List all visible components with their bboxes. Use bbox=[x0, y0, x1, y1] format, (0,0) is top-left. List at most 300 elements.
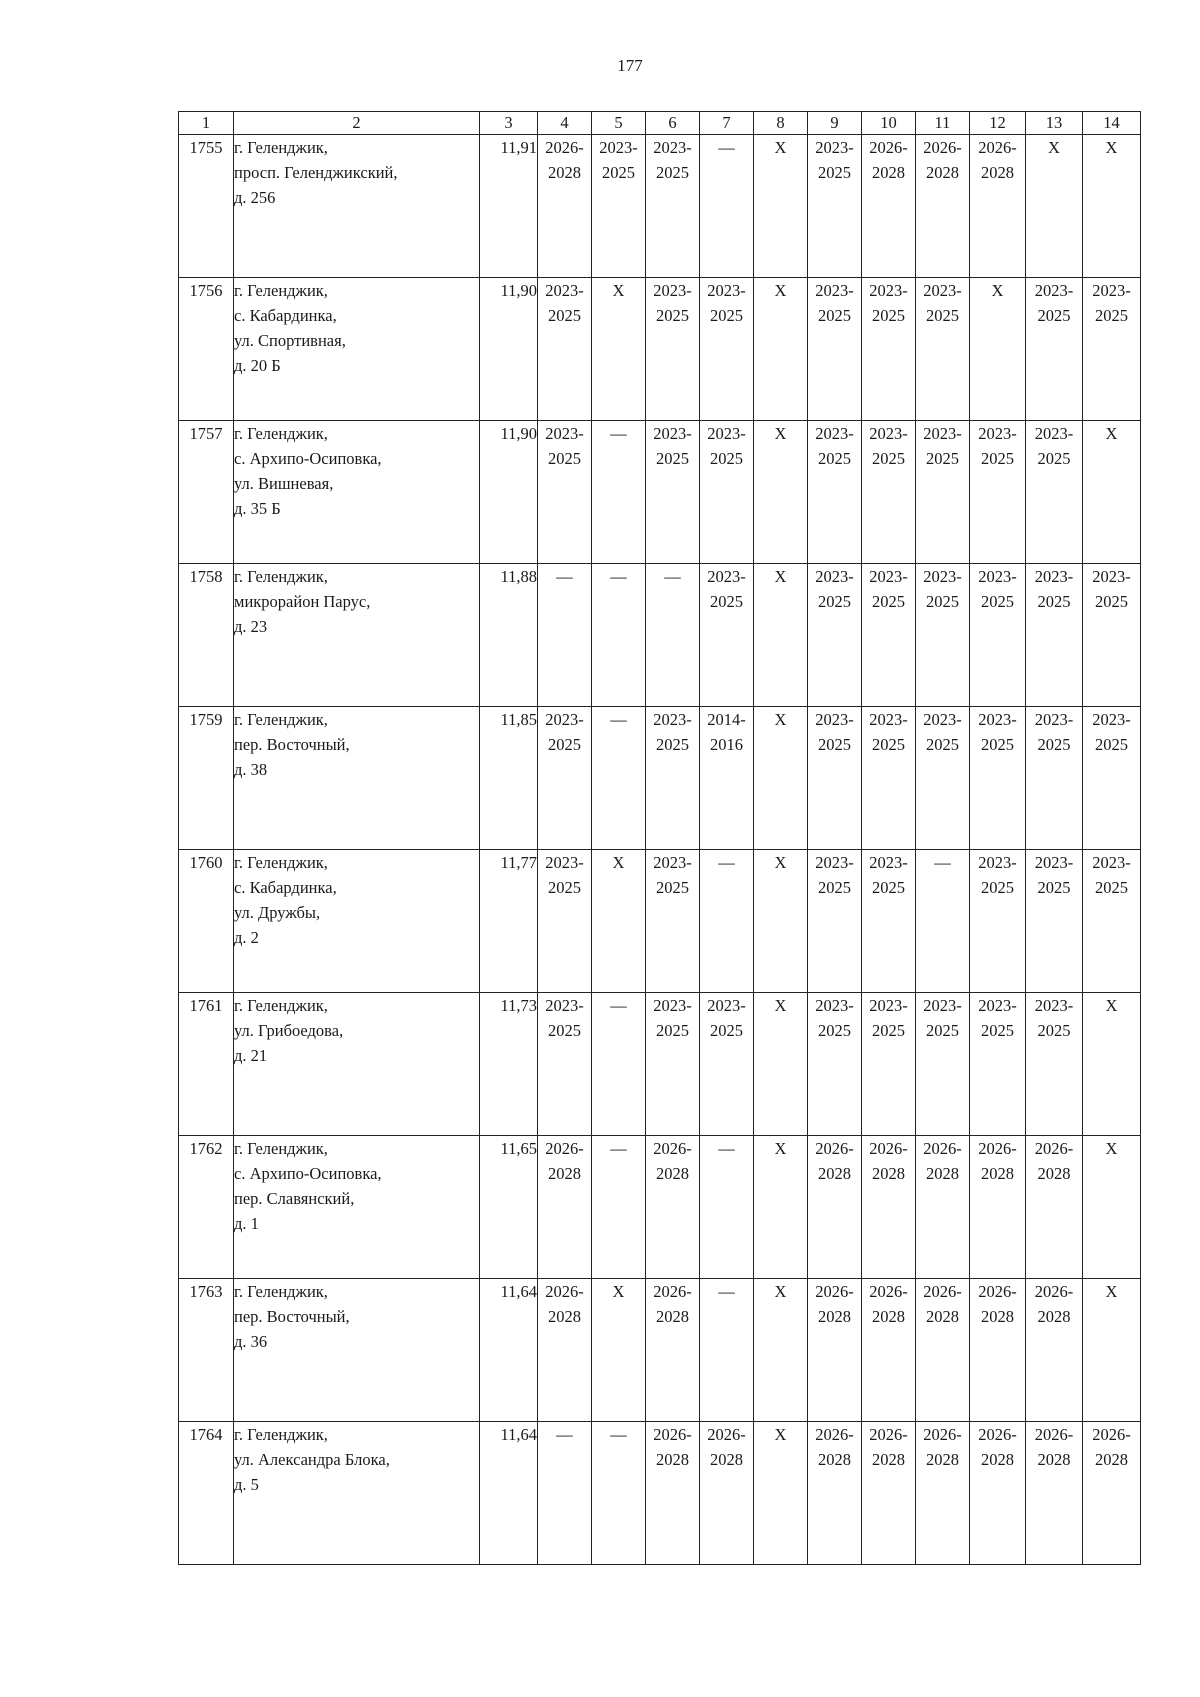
cell-text: 2025 bbox=[818, 306, 851, 325]
row-number: 1761 bbox=[179, 993, 234, 1136]
cell-text: 2025 bbox=[872, 878, 905, 897]
address-line: д. 5 bbox=[234, 1475, 259, 1494]
address-cell bbox=[234, 707, 480, 850]
period-cell-col-13 bbox=[1026, 278, 1083, 421]
cell-text: 2028 bbox=[818, 1164, 851, 1183]
address-line: д. 256 bbox=[234, 188, 276, 207]
period-cell-col-7 bbox=[700, 850, 754, 993]
cell-text: 2023- bbox=[707, 996, 746, 1015]
column-header-12: 12 bbox=[970, 112, 1026, 135]
period-cell-col-8 bbox=[754, 564, 808, 707]
period-cell-col-9 bbox=[808, 1279, 862, 1422]
cell-text: 2026- bbox=[923, 1282, 962, 1301]
cell-text: 2023- bbox=[978, 710, 1017, 729]
cell-text: 2023- bbox=[978, 567, 1017, 586]
cell-text: 2028 bbox=[926, 1450, 959, 1469]
period-cell-col-11 bbox=[916, 135, 970, 278]
value-cell: 11,65 bbox=[480, 1136, 538, 1279]
period-cell-col-14 bbox=[1083, 993, 1141, 1136]
cell-text: 2025 bbox=[548, 735, 581, 754]
column-header-10: 10 bbox=[862, 112, 916, 135]
cell-text: 2023- bbox=[923, 424, 962, 443]
column-header-2: 2 bbox=[234, 112, 480, 135]
column-header-14: 14 bbox=[1083, 112, 1141, 135]
cell-text: 2028 bbox=[1037, 1164, 1071, 1183]
period-cell-col-7 bbox=[700, 993, 754, 1136]
address-line: микрорайон Парус, bbox=[234, 592, 371, 611]
table-body bbox=[179, 135, 1141, 1565]
period-cell-col-7 bbox=[700, 1136, 754, 1279]
cell-text: 2023- bbox=[545, 996, 584, 1015]
period-cell-col-10 bbox=[862, 1422, 916, 1565]
period-cell-col-14 bbox=[1083, 1422, 1141, 1565]
column-header-1: 1 bbox=[179, 112, 234, 135]
table-row bbox=[179, 135, 1141, 278]
period-cell-col-14 bbox=[1083, 850, 1141, 993]
cell-text: 2023- bbox=[599, 138, 638, 157]
period-cell-col-5 bbox=[592, 850, 646, 993]
cell-text: 2026- bbox=[978, 1425, 1017, 1444]
period-cell-col-13 bbox=[1026, 1136, 1083, 1279]
cell-text: 2023- bbox=[923, 996, 962, 1015]
period-cell-col-10 bbox=[862, 1279, 916, 1422]
period-cell-col-6 bbox=[646, 850, 700, 993]
address-line: д. 20 Б bbox=[234, 356, 281, 375]
period-cell-col-8 bbox=[754, 278, 808, 421]
cell-text: 2026- bbox=[815, 1139, 854, 1158]
cell-text: Х bbox=[774, 424, 787, 443]
period-cell-col-10 bbox=[862, 278, 916, 421]
address-line: ул. Спортивная, bbox=[234, 331, 346, 350]
period-cell-col-6 bbox=[646, 564, 700, 707]
cell-text: 2025 bbox=[872, 1021, 905, 1040]
period-cell-col-10 bbox=[862, 1136, 916, 1279]
period-cell-col-11 bbox=[916, 1422, 970, 1565]
cell-text: 2026- bbox=[1034, 1282, 1074, 1301]
cell-text: 2023- bbox=[1092, 567, 1131, 586]
period-cell-col-5 bbox=[592, 278, 646, 421]
address-line: г. Геленджик, bbox=[234, 710, 328, 729]
cell-text: 2023- bbox=[1034, 424, 1074, 443]
period-cell-col-5 bbox=[592, 564, 646, 707]
value-cell: 11,85 bbox=[480, 707, 538, 850]
row-number: 1764 bbox=[179, 1422, 234, 1565]
column-header-11: 11 bbox=[916, 112, 970, 135]
cell-text: 2026- bbox=[653, 1425, 692, 1444]
address-line: д. 2 bbox=[234, 928, 259, 947]
cell-text: — bbox=[610, 1425, 627, 1444]
cell-text: 2025 bbox=[872, 306, 905, 325]
address-line: г. Геленджик, bbox=[234, 138, 328, 157]
value-cell: 11,64 bbox=[480, 1422, 538, 1565]
cell-text: 2026- bbox=[1034, 1139, 1074, 1158]
cell-text: 2023- bbox=[1092, 710, 1131, 729]
cell-text: 2026- bbox=[1092, 1425, 1131, 1444]
cell-text: 2023- bbox=[923, 281, 962, 300]
period-cell-col-9 bbox=[808, 421, 862, 564]
row-number: 1758 bbox=[179, 564, 234, 707]
period-cell-col-7 bbox=[700, 1422, 754, 1565]
cell-text: 2025 bbox=[872, 735, 905, 754]
period-cell-col-8 bbox=[754, 850, 808, 993]
cell-text: Х bbox=[1105, 424, 1118, 443]
period-cell-col-5 bbox=[592, 993, 646, 1136]
cell-text: 2026- bbox=[815, 1425, 854, 1444]
cell-text: 2023- bbox=[1092, 853, 1131, 872]
period-cell-col-5 bbox=[592, 1422, 646, 1565]
cell-text: 2023- bbox=[653, 424, 692, 443]
period-cell-col-11 bbox=[916, 707, 970, 850]
period-cell-col-8 bbox=[754, 1422, 808, 1565]
cell-text: 2026- bbox=[869, 1139, 908, 1158]
period-cell-col-13 bbox=[1026, 850, 1083, 993]
period-cell-col-10 bbox=[862, 564, 916, 707]
cell-text: 2028 bbox=[872, 1164, 905, 1183]
cell-text: 2026- bbox=[978, 1282, 1017, 1301]
cell-text: 2023- bbox=[978, 853, 1017, 872]
period-cell-col-12 bbox=[970, 1279, 1026, 1422]
cell-text: — bbox=[610, 1139, 627, 1158]
cell-text: 2025 bbox=[818, 449, 851, 468]
period-cell-col-12 bbox=[970, 993, 1026, 1136]
cell-text: 2025 bbox=[926, 306, 959, 325]
row-number: 1756 bbox=[179, 278, 234, 421]
cell-text: 2023- bbox=[978, 996, 1017, 1015]
address-line: с. Архипо-Осиповка, bbox=[234, 449, 382, 468]
cell-text: 2025 bbox=[1037, 592, 1071, 611]
period-cell-col-10 bbox=[862, 135, 916, 278]
cell-text: Х bbox=[1105, 138, 1118, 157]
value-cell: 11,90 bbox=[480, 278, 538, 421]
cell-text: — bbox=[556, 567, 573, 586]
period-cell-col-14 bbox=[1083, 564, 1141, 707]
cell-text: 2023- bbox=[923, 567, 962, 586]
cell-text: 2025 bbox=[1095, 592, 1128, 611]
cell-text: — bbox=[610, 424, 627, 443]
cell-text: 2028 bbox=[872, 1450, 905, 1469]
table-row bbox=[179, 1279, 1141, 1422]
cell-text: 2025 bbox=[656, 878, 689, 897]
value-cell: 11,90 bbox=[480, 421, 538, 564]
address-line: д. 23 bbox=[234, 617, 268, 636]
cell-text: 2026- bbox=[545, 1139, 584, 1158]
cell-text: 2023- bbox=[1034, 710, 1074, 729]
cell-text: 2025 bbox=[926, 1021, 959, 1040]
cell-text: 2028 bbox=[872, 163, 905, 182]
value-cell: 11,91 bbox=[480, 135, 538, 278]
cell-text: Х bbox=[774, 281, 787, 300]
period-cell-col-7 bbox=[700, 1279, 754, 1422]
cell-text: 2028 bbox=[926, 1164, 959, 1183]
address-line: г. Геленджик, bbox=[234, 281, 328, 300]
cell-text: 2023- bbox=[707, 424, 746, 443]
table-header bbox=[179, 112, 1141, 135]
period-cell-col-10 bbox=[862, 421, 916, 564]
address-line: г. Геленджик, bbox=[234, 996, 328, 1015]
period-cell-col-14 bbox=[1083, 421, 1141, 564]
address-cell bbox=[234, 850, 480, 993]
cell-text: Х bbox=[774, 1139, 787, 1158]
address-cell bbox=[234, 993, 480, 1136]
period-cell-col-5 bbox=[592, 1136, 646, 1279]
cell-text: 2023- bbox=[1092, 281, 1131, 300]
registry-table bbox=[178, 111, 1141, 1565]
address-line: с. Кабардинка, bbox=[234, 878, 337, 897]
period-cell-col-4 bbox=[538, 564, 592, 707]
address-cell bbox=[234, 278, 480, 421]
period-cell-col-6 bbox=[646, 135, 700, 278]
cell-text: 2025 bbox=[981, 878, 1014, 897]
column-header-9: 9 bbox=[808, 112, 862, 135]
cell-text: 2028 bbox=[981, 1450, 1014, 1469]
period-cell-col-5 bbox=[592, 1279, 646, 1422]
address-line: д. 36 bbox=[234, 1332, 268, 1351]
cell-text: 2023- bbox=[815, 996, 854, 1015]
address-cell bbox=[234, 1136, 480, 1279]
row-number: 1763 bbox=[179, 1279, 234, 1422]
period-cell-col-13 bbox=[1026, 1422, 1083, 1565]
cell-text: 2026- bbox=[653, 1282, 692, 1301]
cell-text: 2025 bbox=[1095, 878, 1128, 897]
period-cell-col-9 bbox=[808, 564, 862, 707]
period-cell-col-14 bbox=[1083, 135, 1141, 278]
cell-text: 2026- bbox=[869, 138, 908, 157]
period-cell-col-13 bbox=[1026, 135, 1083, 278]
cell-text: 2025 bbox=[872, 449, 905, 468]
period-cell-col-5 bbox=[592, 707, 646, 850]
row-number: 1760 bbox=[179, 850, 234, 993]
period-cell-col-5 bbox=[592, 135, 646, 278]
cell-text: 2023- bbox=[869, 567, 908, 586]
row-number: 1755 bbox=[179, 135, 234, 278]
period-cell-col-9 bbox=[808, 993, 862, 1136]
table-row bbox=[179, 421, 1141, 564]
period-cell-col-14 bbox=[1083, 278, 1141, 421]
cell-text: 2028 bbox=[818, 1307, 851, 1326]
address-line: г. Геленджик, bbox=[234, 853, 328, 872]
cell-text: 2025 bbox=[926, 592, 959, 611]
period-cell-col-13 bbox=[1026, 564, 1083, 707]
cell-text: Х bbox=[774, 853, 787, 872]
period-cell-col-6 bbox=[646, 993, 700, 1136]
table-row bbox=[179, 278, 1141, 421]
cell-text: — bbox=[610, 567, 627, 586]
cell-text: 2026- bbox=[707, 1425, 746, 1444]
period-cell-col-6 bbox=[646, 707, 700, 850]
period-cell-col-12 bbox=[970, 1136, 1026, 1279]
cell-text: 2023- bbox=[869, 996, 908, 1015]
cell-text: 2028 bbox=[1095, 1450, 1128, 1469]
cell-text: — bbox=[718, 853, 735, 872]
period-cell-col-6 bbox=[646, 1422, 700, 1565]
cell-text: Х bbox=[1105, 1282, 1118, 1301]
cell-text: 2023- bbox=[869, 281, 908, 300]
address-line: с. Кабардинка, bbox=[234, 306, 337, 325]
column-header-4: 4 bbox=[538, 112, 592, 135]
cell-text: 2028 bbox=[872, 1307, 905, 1326]
cell-text: 2028 bbox=[656, 1450, 689, 1469]
period-cell-col-8 bbox=[754, 421, 808, 564]
table-row bbox=[179, 850, 1141, 993]
cell-text: Х bbox=[1105, 1139, 1118, 1158]
address-line: г. Геленджик, bbox=[234, 424, 328, 443]
cell-text: 2025 bbox=[710, 592, 743, 611]
cell-text: Х bbox=[1105, 996, 1118, 1015]
cell-text: 2028 bbox=[1037, 1307, 1071, 1326]
period-cell-col-10 bbox=[862, 993, 916, 1136]
cell-text: 2025 bbox=[1095, 306, 1128, 325]
period-cell-col-8 bbox=[754, 1279, 808, 1422]
address-cell bbox=[234, 421, 480, 564]
row-number: 1757 bbox=[179, 421, 234, 564]
cell-text: 2028 bbox=[981, 1164, 1014, 1183]
cell-text: 2023- bbox=[1034, 281, 1074, 300]
address-line: д. 35 Б bbox=[234, 499, 281, 518]
cell-text: Х bbox=[774, 567, 787, 586]
period-cell-col-11 bbox=[916, 1279, 970, 1422]
period-cell-col-10 bbox=[862, 850, 916, 993]
cell-text: 2025 bbox=[1037, 1021, 1071, 1040]
cell-text: 2026- bbox=[545, 1282, 584, 1301]
cell-text: — bbox=[718, 1282, 735, 1301]
period-cell-col-13 bbox=[1026, 421, 1083, 564]
cell-text: — bbox=[556, 1425, 573, 1444]
cell-text: 2025 bbox=[1095, 735, 1128, 754]
column-header-3: 3 bbox=[480, 112, 538, 135]
address-line: пер. Славянский, bbox=[234, 1189, 355, 1208]
address-cell bbox=[234, 1422, 480, 1565]
period-cell-col-12 bbox=[970, 135, 1026, 278]
address-cell bbox=[234, 564, 480, 707]
cell-text: Х bbox=[774, 138, 787, 157]
cell-text: Х bbox=[612, 281, 625, 300]
cell-text: 2025 bbox=[656, 163, 689, 182]
period-cell-col-12 bbox=[970, 421, 1026, 564]
cell-text: 2028 bbox=[656, 1164, 689, 1183]
period-cell-col-14 bbox=[1083, 1279, 1141, 1422]
cell-text: Х bbox=[774, 1425, 787, 1444]
cell-text: 2028 bbox=[656, 1307, 689, 1326]
cell-text: 2023- bbox=[653, 281, 692, 300]
row-number: 1762 bbox=[179, 1136, 234, 1279]
address-line: д. 21 bbox=[234, 1046, 268, 1065]
cell-text: 2026- bbox=[653, 1139, 692, 1158]
cell-text: 2025 bbox=[926, 449, 959, 468]
cell-text: 2026- bbox=[978, 138, 1017, 157]
cell-text: 2023- bbox=[1034, 567, 1074, 586]
cell-text: 2023- bbox=[815, 853, 854, 872]
cell-text: 2028 bbox=[981, 1307, 1014, 1326]
cell-text: 2023- bbox=[545, 281, 584, 300]
period-cell-col-9 bbox=[808, 1136, 862, 1279]
cell-text: 2023- bbox=[545, 853, 584, 872]
period-cell-col-11 bbox=[916, 278, 970, 421]
cell-text: 2025 bbox=[1037, 449, 1071, 468]
period-cell-col-4 bbox=[538, 707, 592, 850]
cell-text: 2025 bbox=[872, 592, 905, 611]
table-row bbox=[179, 564, 1141, 707]
cell-text: 2025 bbox=[656, 1021, 689, 1040]
cell-text: 2026- bbox=[869, 1425, 908, 1444]
cell-text: 2014- bbox=[707, 710, 746, 729]
cell-text: 2023- bbox=[1034, 996, 1074, 1015]
period-cell-col-13 bbox=[1026, 707, 1083, 850]
cell-text: 2025 bbox=[818, 1021, 851, 1040]
cell-text: 2025 bbox=[1037, 735, 1071, 754]
period-cell-col-4 bbox=[538, 1136, 592, 1279]
cell-text: — bbox=[664, 567, 681, 586]
period-cell-col-11 bbox=[916, 993, 970, 1136]
cell-text: 2025 bbox=[818, 592, 851, 611]
period-cell-col-6 bbox=[646, 1279, 700, 1422]
period-cell-col-8 bbox=[754, 707, 808, 850]
address-line: пер. Восточный, bbox=[234, 1307, 350, 1326]
address-line: ул. Вишневая, bbox=[234, 474, 334, 493]
cell-text: 2023- bbox=[653, 138, 692, 157]
column-header-13: 13 bbox=[1026, 112, 1083, 135]
cell-text: 2026- bbox=[923, 138, 962, 157]
period-cell-col-14 bbox=[1083, 707, 1141, 850]
period-cell-col-4 bbox=[538, 850, 592, 993]
address-cell bbox=[234, 1279, 480, 1422]
cell-text: Х bbox=[774, 1282, 787, 1301]
period-cell-col-11 bbox=[916, 1136, 970, 1279]
period-cell-col-8 bbox=[754, 993, 808, 1136]
table-row bbox=[179, 1422, 1141, 1565]
address-line: пер. Восточный, bbox=[234, 735, 350, 754]
cell-text: 2023- bbox=[923, 710, 962, 729]
period-cell-col-6 bbox=[646, 1136, 700, 1279]
value-cell: 11,77 bbox=[480, 850, 538, 993]
cell-text: 2025 bbox=[548, 306, 581, 325]
cell-text: 2025 bbox=[548, 449, 581, 468]
cell-text: 2025 bbox=[656, 449, 689, 468]
cell-text: — bbox=[610, 996, 627, 1015]
period-cell-col-4 bbox=[538, 993, 592, 1136]
cell-text: 2023- bbox=[869, 424, 908, 443]
period-cell-col-7 bbox=[700, 421, 754, 564]
period-cell-col-4 bbox=[538, 421, 592, 564]
cell-text: 2025 bbox=[1037, 306, 1071, 325]
cell-text: 2023- bbox=[1034, 853, 1074, 872]
cell-text: 2023- bbox=[707, 567, 746, 586]
cell-text: Х bbox=[612, 853, 625, 872]
column-header-6: 6 bbox=[646, 112, 700, 135]
value-cell: 11,64 bbox=[480, 1279, 538, 1422]
address-line: ул. Дружбы, bbox=[234, 903, 321, 922]
period-cell-col-11 bbox=[916, 421, 970, 564]
period-cell-col-8 bbox=[754, 135, 808, 278]
cell-text: — bbox=[718, 138, 735, 157]
cell-text: Х bbox=[774, 710, 787, 729]
period-cell-col-9 bbox=[808, 707, 862, 850]
cell-text: 2023- bbox=[815, 138, 854, 157]
cell-text: Х bbox=[774, 996, 787, 1015]
cell-text: 2023- bbox=[815, 710, 854, 729]
cell-text: 2028 bbox=[981, 163, 1014, 182]
cell-text: 2025 bbox=[981, 449, 1014, 468]
cell-text: 2025 bbox=[818, 735, 851, 754]
period-cell-col-4 bbox=[538, 135, 592, 278]
cell-text: 2026- bbox=[815, 1282, 854, 1301]
row-number: 1759 bbox=[179, 707, 234, 850]
period-cell-col-9 bbox=[808, 1422, 862, 1565]
period-cell-col-9 bbox=[808, 278, 862, 421]
address-line: г. Геленджик, bbox=[234, 1282, 328, 1301]
period-cell-col-4 bbox=[538, 1279, 592, 1422]
cell-text: 2028 bbox=[710, 1450, 743, 1469]
address-line: просп. Геленджикский, bbox=[234, 163, 398, 182]
